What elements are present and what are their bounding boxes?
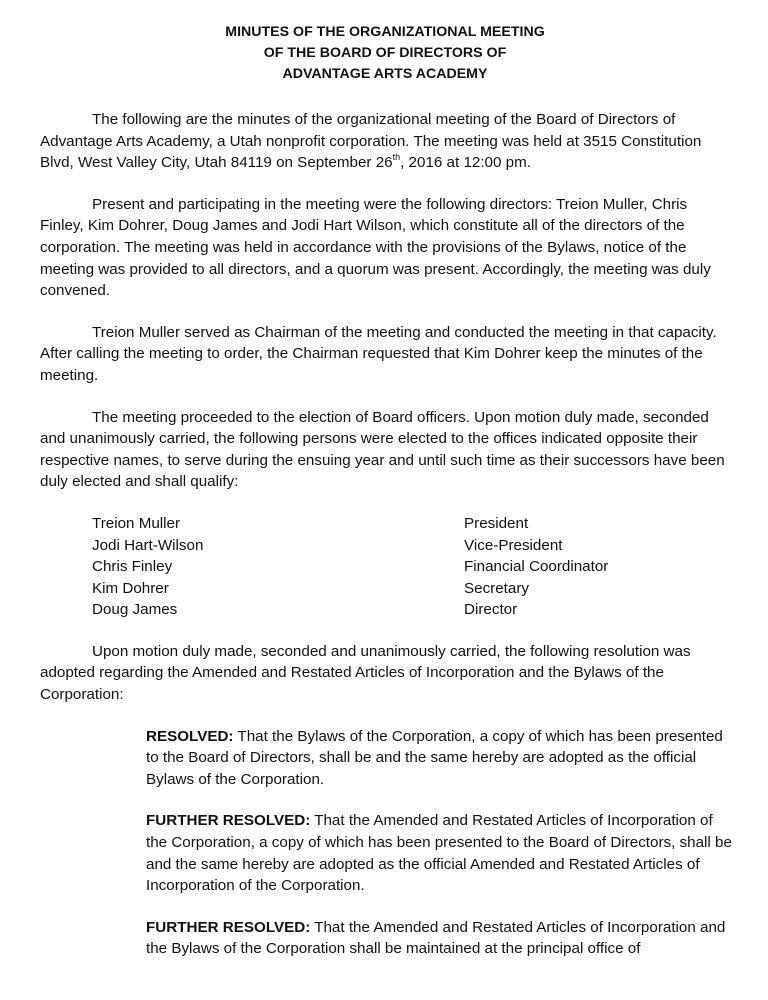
officer-office: President	[464, 514, 529, 532]
officer-name: Doug James	[92, 601, 178, 619]
intro-text-end: , 2016 at 12:00 pm.	[400, 154, 531, 172]
intro-text: The following are the minutes of the organizational meeting of the Board of Directors of Advantage Arts Academy, a Utah nonprofit corporation. The meeting was held at 3515 Constitution Blvd, West Valley City, Utah 84119 on September 26	[40, 111, 702, 172]
officer-row	[92, 535, 652, 557]
resolution-label: FURTHER RESOLVED:	[146, 918, 311, 936]
intro-paragraph	[40, 109, 730, 174]
officer-name: Chris Finley	[92, 558, 173, 576]
resolution-label: RESOLVED:	[146, 727, 234, 745]
resolution-maintenance	[146, 917, 732, 960]
title-line-2: OF THE BOARD OF DIRECTORS OF	[263, 45, 507, 61]
attendance-paragraph: Present and participating in the meeting were the following directors: Treion Muller, Chris Finley, Kim Dohrer, Doug James and Jodi Hart Wilson, which constitute all of the directors of the corporation. The meeting was held in accordance with the provisions of the Bylaws, notice of the meeting was provided to all directors, and a quorum was present. Accordingly, the meeting was duly convened.	[40, 195, 711, 300]
officer-name: Treion Muller	[92, 514, 181, 532]
date-ordinal-suffix: th	[392, 152, 401, 163]
officer-office: Financial Coordinator	[464, 558, 609, 576]
officer-row	[92, 599, 652, 621]
officers-list	[92, 513, 652, 621]
title-line-1: MINUTES OF THE ORGANIZATIONAL MEETING	[225, 24, 545, 40]
resolution-text: That the Bylaws of the Corporation, a copy of which has been presented to the Board of Directors, shall be and the same hereby are adopted as the official Bylaws of the Corporation.	[146, 727, 723, 788]
officer-row	[92, 513, 652, 535]
chairman-paragraph: Treion Muller served as Chairman of the meeting and conducted the meeting in that capacity. After calling the meeting to order, the Chairman requested that Kim Dohrer keep the minutes of the meeting.	[40, 323, 717, 384]
title-line-3: ADVANTAGE ARTS ACADEMY	[282, 66, 488, 82]
officer-name: Kim Dohrer	[92, 579, 169, 597]
resolution-articles	[146, 810, 732, 896]
resolution-intro-paragraph: Upon motion duly made, seconded and unanimously carried, the following resolution was adopted regarding the Amended and Restated Articles of Incorporation and the Bylaws of the Corporation:	[40, 642, 691, 704]
resolution-text: That the Amended and Restated Articles of Incorporation and the Bylaws of the Corporation shall be maintained at the principal office of	[146, 918, 726, 958]
minutes-page	[40, 22, 730, 960]
election-paragraph: The meeting proceeded to the election of Board officers. Upon motion duly made, seconded and unanimously carried, the following persons were elected to the offices indicated opposite their respective names, to serve during the ensuing year and until such time as their successors have been duly elected and shall qualify:	[40, 408, 725, 491]
officer-office: Vice-President	[464, 536, 563, 554]
document-title	[40, 22, 730, 85]
resolution-text: That the Amended and Restated Articles of Incorporation of the Corporation, a copy of which has been presented to the Board of Directors, shall be and the same hereby are adopted as the official Amended and Restated Articles of Incorporation of the Corporation.	[146, 812, 732, 895]
officer-name: Jodi Hart-Wilson	[92, 536, 204, 554]
officer-office: Director	[464, 601, 518, 619]
officer-row	[92, 556, 652, 578]
officer-office: Secretary	[464, 579, 529, 597]
resolution-label: FURTHER RESOLVED:	[146, 812, 311, 830]
resolution-bylaws	[146, 726, 732, 791]
officer-row	[92, 578, 652, 600]
